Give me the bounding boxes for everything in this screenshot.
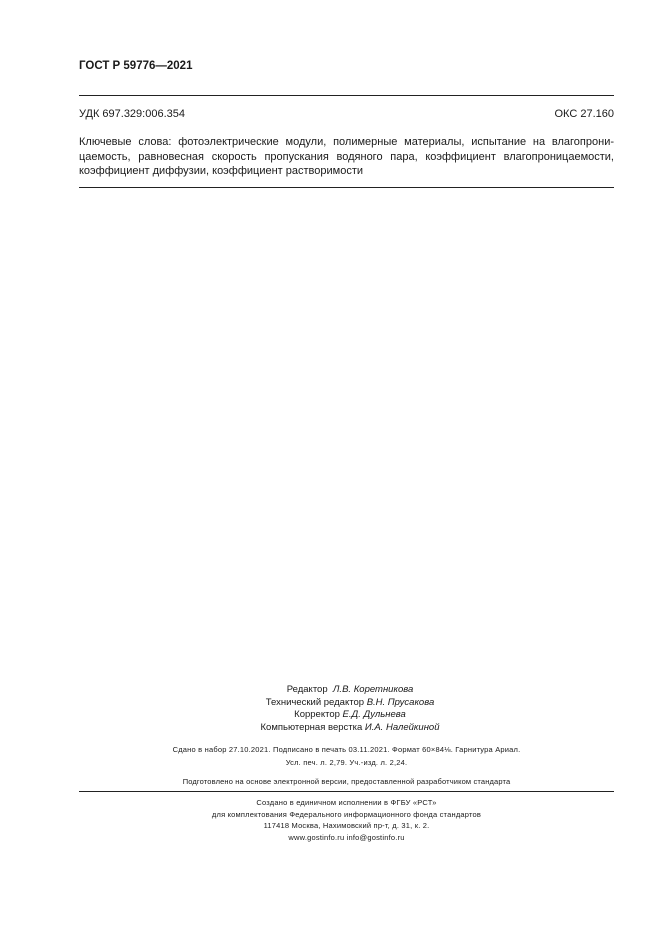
corrector-line bbox=[200, 709, 500, 722]
publisher-address: 117418 Москва, Нахимовский пр-т, д. 31, к. 2. bbox=[263, 821, 430, 830]
editor-role: Редактор bbox=[286, 684, 328, 695]
tech-editor-name: В.Н. Прусакова bbox=[366, 696, 435, 708]
imprint-block bbox=[79, 744, 614, 769]
publisher-contacts: www.gostinfo.ru info@gostinfo.ru bbox=[288, 832, 405, 842]
layout-role: Компьютерная верстка bbox=[260, 721, 363, 733]
corrector-role: Корректор bbox=[294, 709, 340, 720]
layout-name: И.А. Налейкиной bbox=[364, 721, 440, 733]
tech-editor-role: Технический редактор bbox=[265, 696, 365, 708]
keywords-divider bbox=[79, 187, 614, 188]
keywords-paragraph: Ключевые слова: фотоэлектрические модули, полимерные материалы, испытание на влагопрони-цаемость, равновесная скорость пропускания водяного пара, коэффициент влагопроницаемости, коэффициент диффузии, коэффициент растворимости bbox=[79, 136, 614, 177]
udk-code: УДК 697.329:006.354 bbox=[79, 108, 185, 120]
prepared-note: Подготовлено на основе электронной версии, предоставленной разработчиком стандарта bbox=[182, 777, 511, 786]
corrector-name: Е.Д. Дульнева bbox=[342, 709, 406, 720]
credits-block bbox=[200, 684, 500, 734]
standard-number: ГОСТ Р 59776—2021 bbox=[79, 60, 193, 72]
editor-line bbox=[200, 684, 500, 697]
editor-name: Л.В. Коретникова bbox=[332, 684, 414, 695]
publisher-block bbox=[79, 797, 614, 843]
layout-line bbox=[200, 722, 500, 735]
publisher-divider bbox=[79, 791, 614, 792]
publisher-line-1: Создано в единичном исполнении в ФГБУ «РСТ» bbox=[256, 798, 437, 807]
oks-code: ОКС 27.160 bbox=[554, 108, 614, 120]
imprint-line-1: Сдано в набор 27.10.2021. Подписано в печать 03.11.2021. Формат 60×84⅛. Гарнитура Ариал. bbox=[172, 745, 521, 754]
tech-editor-line bbox=[200, 697, 500, 710]
imprint-line-2: Усл. печ. л. 2,79. Уч.-изд. л. 2,24. bbox=[285, 757, 408, 767]
publisher-line-2: для комплектования Федерального информационного фонда стандартов bbox=[211, 809, 482, 819]
header-divider bbox=[79, 95, 614, 96]
